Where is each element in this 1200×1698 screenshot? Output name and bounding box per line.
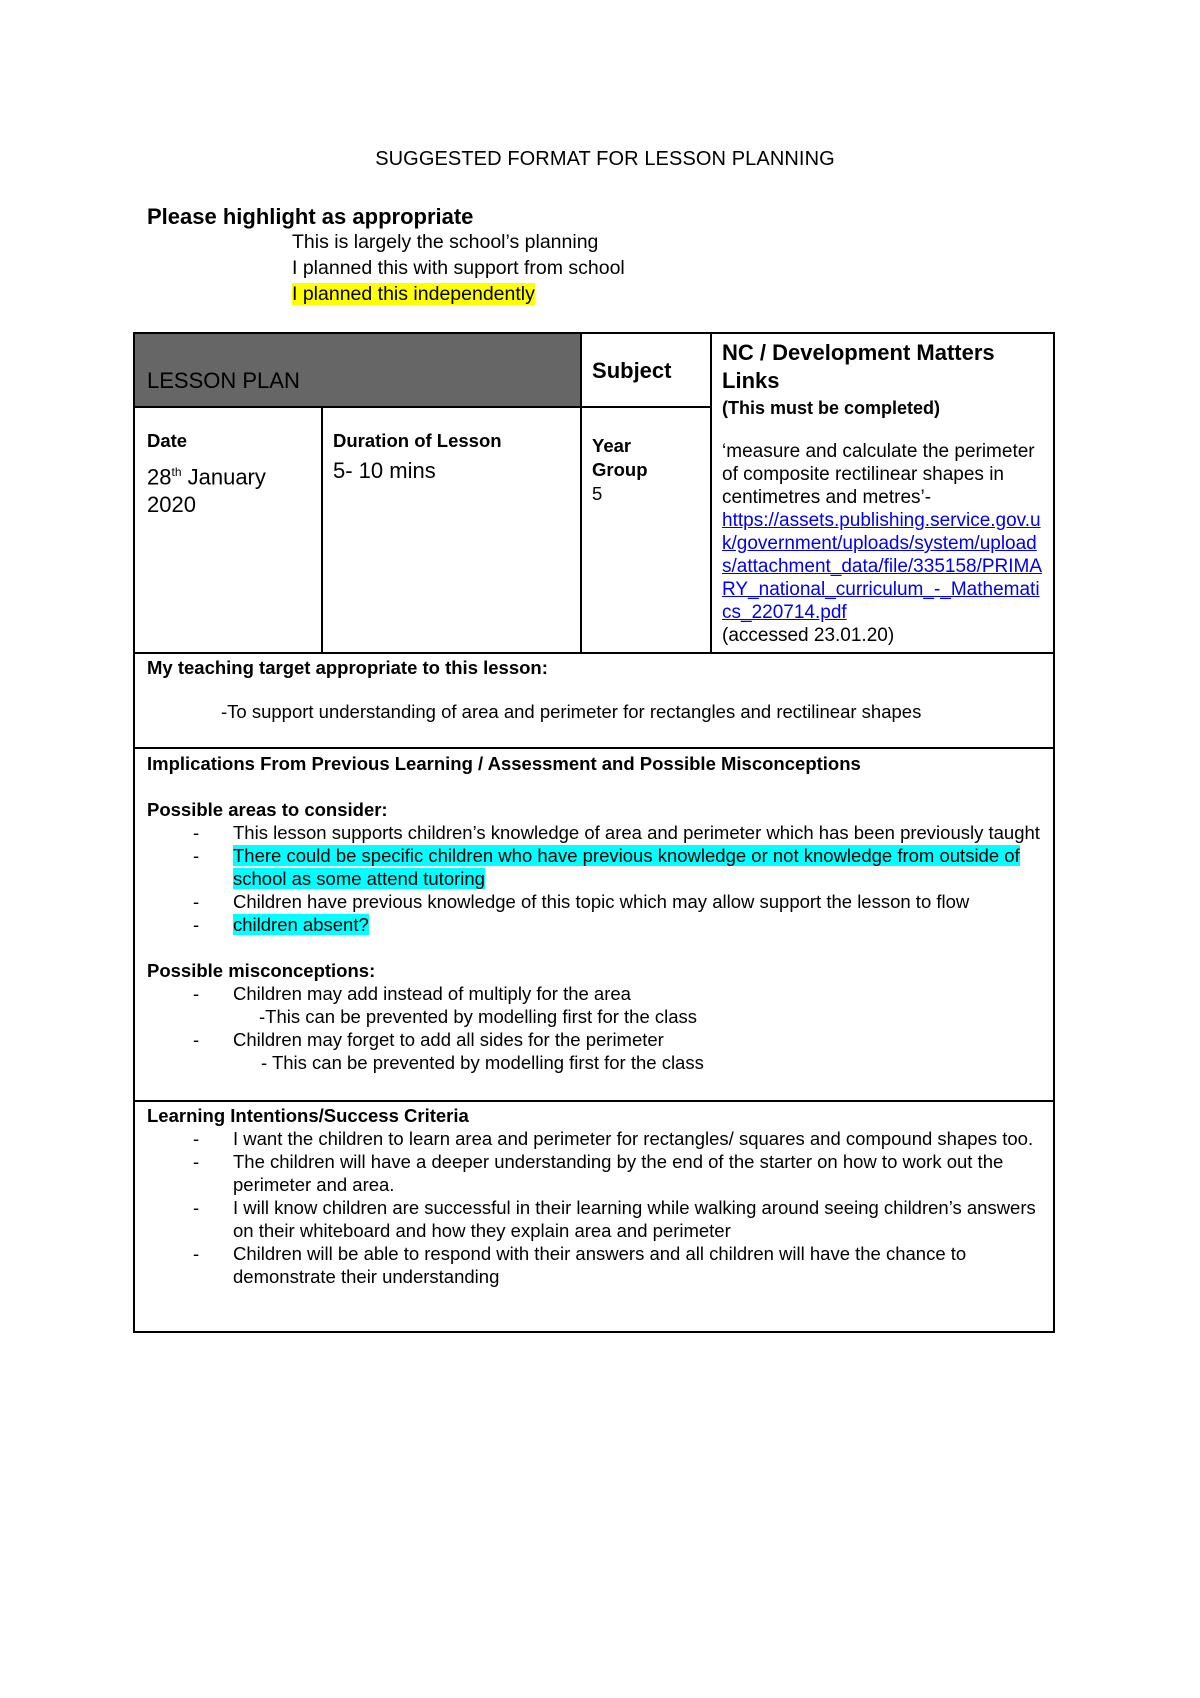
date-suffix: th [171, 465, 182, 479]
highlight-option-support: I planned this with support from school [292, 257, 625, 279]
nc-links-cell [711, 333, 1054, 653]
list-item: - The children will have a deeper understanding by the end of the starter on how to work out the perimeter and area. [193, 1151, 1004, 1195]
list-item-text: Children will be able to respond with their answers and all children will have the chance to demonstrate their understanding [233, 1243, 967, 1287]
list-item-text: Children may add instead of multiply for the area [233, 983, 631, 1004]
highlight-option-independent [292, 283, 535, 306]
duration-cell [322, 407, 581, 653]
document-title: SUGGESTED FORMAT FOR LESSON PLANNING [375, 148, 835, 170]
year-group-label: Year Group [592, 435, 648, 480]
teaching-target-text: -To support understanding of area and perimeter for rectangles and rectilinear shapes [221, 701, 922, 722]
nc-curriculum-link[interactable]: https://assets.publishing.service.gov.uk/government/uploads/system/uploads/attachment_data/file/335158/PRIMARY_national_curriculum_-_Mathematics_220714.pdf [722, 510, 1043, 623]
misconception-note: -This can be prevented by modelling first for the class [259, 1006, 698, 1027]
misconceptions-list [147, 982, 1041, 1005]
misconceptions-heading: Possible misconceptions: [147, 960, 376, 981]
date-rest: January 2020 [147, 464, 266, 518]
lesson-plan-table [133, 332, 1055, 1333]
list-item-text: I want the children to learn area and perimeter for rectangles/ squares and compound shapes too. [233, 1128, 1034, 1149]
areas-list [147, 821, 1041, 936]
list-item: - Children may add instead of multiply for the area [193, 983, 631, 1004]
implications-heading: Implications From Previous Learning / Assessment and Possible Misconceptions [147, 753, 861, 774]
lesson-plan-header-cell [134, 333, 581, 407]
date-label: Date [147, 430, 188, 451]
list-item-text: The children will have a deeper understanding by the end of the starter on how to work out the perimeter and area. [233, 1151, 1004, 1195]
highlight-heading: Please highlight as appropriate [147, 204, 474, 229]
nc-heading: NC / Development Matters Links [722, 340, 995, 393]
list-item-text: Children have previous knowledge of this topic which may allow support the lesson to flow [233, 891, 970, 912]
year-group-value: 5 [592, 483, 603, 504]
teaching-target-label: My teaching target appropriate to this lesson: [147, 657, 548, 678]
misconceptions-list-2 [147, 1028, 1041, 1051]
list-item-text: I will know children are successful in their learning while walking around seeing children’s answers on their whiteboard and how they explain area and perimeter [233, 1197, 1036, 1241]
date-cell [134, 407, 322, 653]
duration-value: 5- 10 mins [333, 458, 436, 483]
subject-cell [581, 333, 711, 407]
intentions-cell [134, 1101, 1054, 1332]
list-item: - There could be specific children who have previous knowledge or not knowledge from outside of school as some attend tutoring [193, 845, 1020, 889]
duration-label: Duration of Lesson [333, 430, 502, 451]
lesson-plan-label: LESSON PLAN [147, 368, 300, 393]
intentions-heading: Learning Intentions/Success Criteria [147, 1105, 469, 1126]
intentions-list [147, 1127, 1041, 1288]
date-value [147, 458, 309, 519]
list-item: - I will know children are successful in their learning while walking around seeing children’s answers on their whiteboard and how they explain area and perimeter [193, 1197, 1036, 1241]
list-item-text: children absent? [233, 914, 369, 935]
nc-note: (This must be completed) [722, 398, 941, 418]
subject-label: Subject [592, 358, 672, 383]
list-item-text: Children may forget to add all sides for the perimeter [233, 1029, 664, 1050]
list-item: - Children will be able to respond with their answers and all children will have the chance to demonstrate their understanding [193, 1243, 967, 1287]
list-item: - This lesson supports children’s knowledge of area and perimeter which has been previously taught [193, 822, 1040, 843]
list-item: - children absent? [193, 914, 369, 935]
implications-cell [134, 748, 1054, 1101]
teaching-target-cell [134, 653, 1054, 748]
areas-heading: Possible areas to consider: [147, 799, 388, 820]
nc-accessed: (accessed 23.01.20) [722, 625, 895, 646]
highlight-option-independent-text: I planned this independently [292, 283, 535, 305]
list-item-text: There could be specific children who have previous knowledge or not knowledge from outside of school as some attend tutoring [233, 845, 1020, 889]
list-item-text: This lesson supports children’s knowledge of area and perimeter which has been previously taught [233, 822, 1040, 843]
list-item: - Children may forget to add all sides for the perimeter [193, 1029, 664, 1050]
highlight-option-school: This is largely the school’s planning [292, 231, 599, 253]
list-item: - I want the children to learn area and perimeter for rectangles/ squares and compound shapes too. [193, 1128, 1034, 1149]
nc-text: ‘measure and calculate the perimeter of composite rectilinear shapes in centimetres and metres’- [722, 441, 1035, 508]
date-day: 28 [147, 464, 172, 490]
year-group-cell [581, 407, 711, 653]
list-item: - Children have previous knowledge of this topic which may allow support the lesson to flow [193, 891, 970, 912]
misconception-note: - This can be prevented by modelling first for the class [261, 1052, 704, 1073]
